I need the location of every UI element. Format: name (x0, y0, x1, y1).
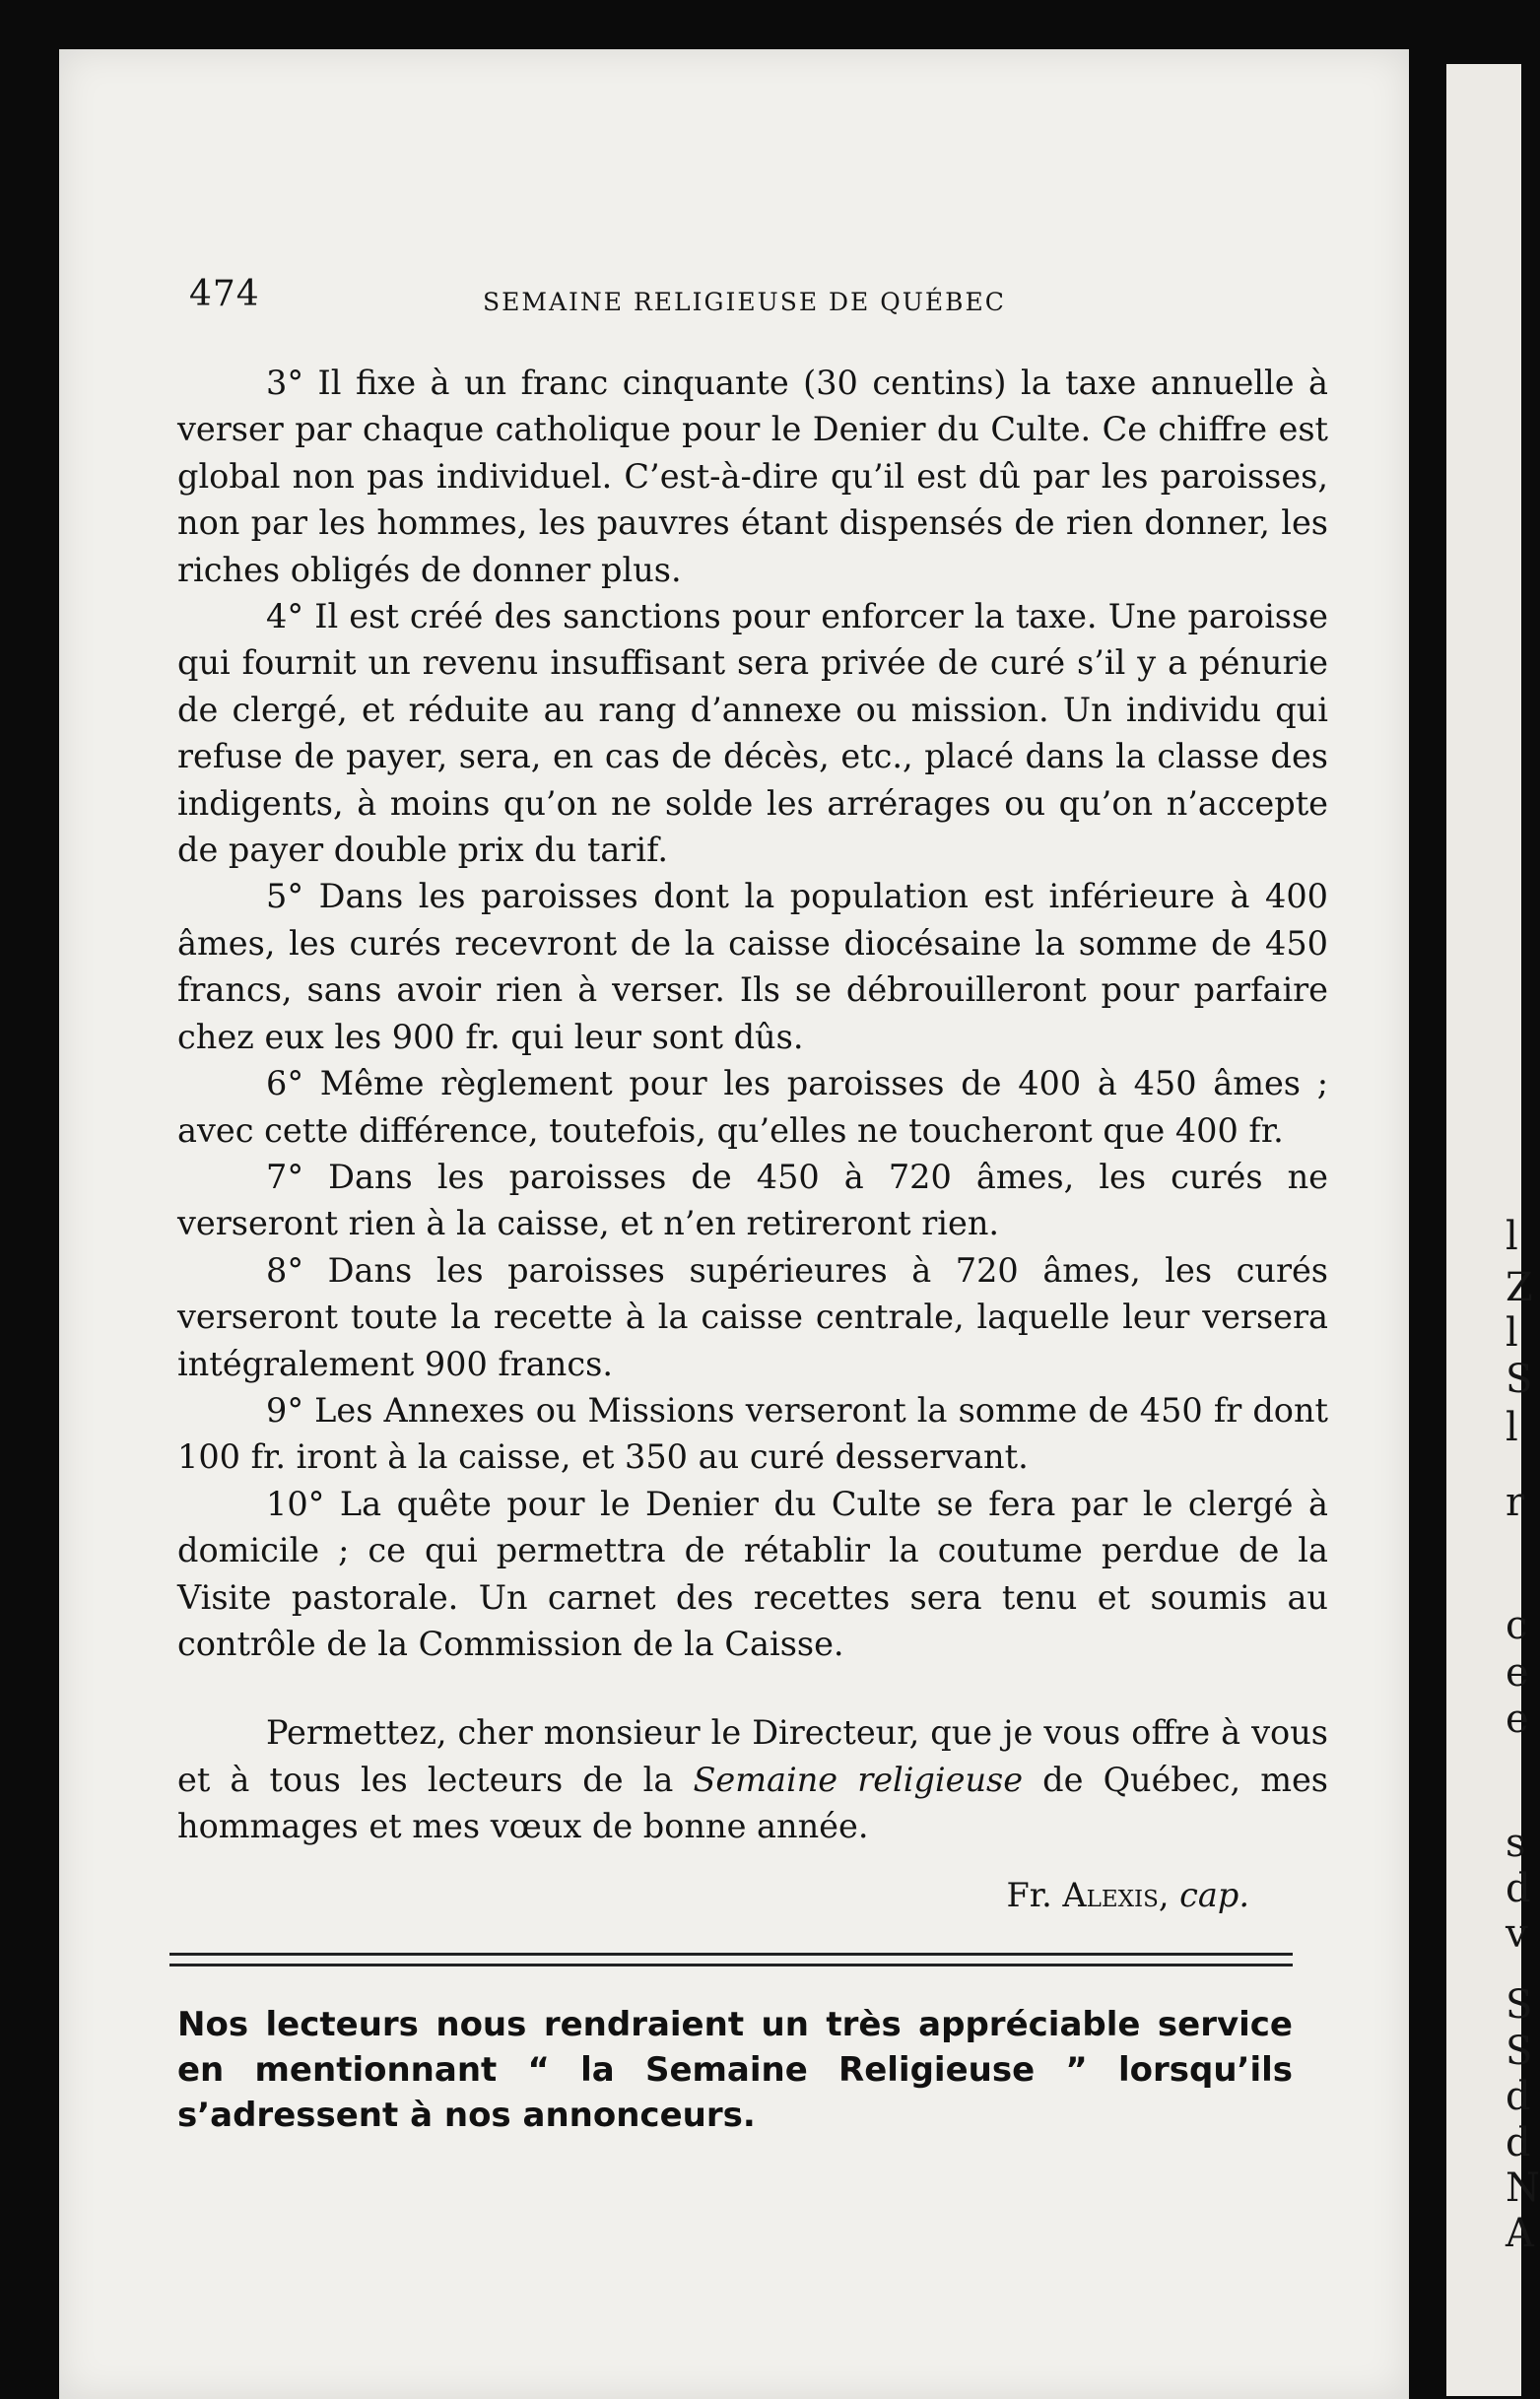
adjacent-page-fragment: d (1506, 2074, 1531, 2119)
adjacent-page-fragment: S (1506, 2029, 1533, 2074)
adjacent-page-fragment: S (1506, 1357, 1533, 1402)
adjacent-page-fragment: v (1506, 1911, 1528, 1957)
closing-paragraph (177, 1709, 1328, 1849)
rule-line (169, 1953, 1293, 1956)
rule-line (169, 1964, 1293, 1966)
signature-separator: , (1158, 1875, 1180, 1914)
adjacent-page-fragment: e (1506, 1697, 1529, 1742)
adjacent-page-fragment: l (1506, 1405, 1518, 1450)
article-paragraph: 3° Il fixe à un franc cinquante (30 centins) la taxe annuelle à verser par chaque catholique pour le Denier du Culte. Ce chiffre est global non pas individuel. C’est-à-dire qu’il est dû par les paroisses, non par les hommes, les pauvres étant dispensés de rien donner, les riches obligés de donner plus. (177, 364, 1328, 589)
adjacent-page-fragment: e (1506, 1650, 1529, 1696)
adjacent-page-fragment: S (1506, 1982, 1533, 2028)
closing-text-start: Permettez, cher monsieur le Directeur, que je vous offre à vous et à tous les lecteurs de la (177, 1713, 1328, 1799)
signature-prefix: Fr. (1006, 1875, 1063, 1914)
adjacent-page-fragment: Z (1506, 1265, 1533, 1310)
closing-text-end: de Québec, mes hommages et mes vœux de bonne année. (177, 1760, 1329, 1846)
signature (177, 1872, 1328, 1918)
adjacent-page-fragment: N (1506, 2166, 1540, 2211)
article-body (177, 360, 1328, 1918)
adjacent-page-fragment: l (1506, 1214, 1518, 1259)
adjacent-page-fragment: d (1506, 2120, 1531, 2166)
double-rule-divider (169, 1953, 1293, 1974)
adjacent-page-fragment: c (1506, 1603, 1528, 1648)
article-paragraph: 5° Dans les paroisses dont la population est inférieure à 400 âmes, les curés recevront de la caisse diocésaine la somme de 450 francs, sans avoir rien à verser. Ils se débrouilleront pour parfaire chez eux les 900 fr. qui leur sont dûs. (177, 877, 1328, 1056)
article-paragraph: 6° Même règlement pour les paroisses de 400 à 450 âmes ; avec cette différence, toutefois, qu’elles ne toucheront que 400 fr. (177, 1064, 1328, 1150)
article-paragraph: 10° La quête pour le Denier du Culte se fera par le clergé à domicile ; ce qui permettra de rétablir la coutume perdue de la Visite pastorale. Un carnet des recettes sera tenu et soumis au contrôle de la Commission de la Caisse. (177, 1484, 1328, 1663)
adjacent-page-fragment: s (1506, 1821, 1526, 1866)
adjacent-page-edge (1446, 64, 1540, 2396)
article-paragraph: 8° Dans les paroisses supérieures à 720 âmes, les curés verseront toute la recette à la caisse centrale, laquelle leur versera intégralement 900 francs. (177, 1250, 1328, 1383)
article-paragraph: 7° Dans les paroisses de 450 à 720 âmes, les curés ne verseront rien à la caisse, et n’en retireront rien. (177, 1157, 1328, 1243)
adjacent-page-fragment: d (1506, 1866, 1531, 1911)
advertisers-notice: Nos lecteurs nous rendraient un très appréciable service en mentionnant “ la Semaine Religieuse ” lorsqu’ils s’adressent à nos annonceurs. (177, 2005, 1293, 2135)
adjacent-page-fragment: r (1506, 1480, 1525, 1525)
running-title: SEMAINE RELIGIEUSE DE QUÉBEC (483, 288, 1006, 316)
article-paragraph: 4° Il est créé des sanctions pour enforcer la taxe. Une paroisse qui fournit un revenu insuffisant sera privée de curé s’il y a pénurie de clergé, et réduite au rang d’annexe ou mission. Un individu qui refuse de payer, sera, en cas de décès, etc., placé dans la classe des indigents, à moins qu’on ne solde les arrérages ou qu’on n’accepte de payer double prix du tarif. (177, 597, 1328, 870)
signature-name: Alexis (1062, 1875, 1159, 1914)
page-number: 474 (189, 274, 260, 314)
adjacent-page-fragment: A (1506, 2211, 1534, 2256)
article-paragraph: 9° Les Annexes ou Missions verseront la somme de 450 fr dont 100 fr. iront à la caisse, et 350 au curé desservant. (177, 1390, 1328, 1477)
signature-role: cap. (1179, 1875, 1249, 1914)
publication-title: Semaine religieuse (693, 1760, 1024, 1799)
adjacent-page-fragment: l (1506, 1310, 1518, 1356)
